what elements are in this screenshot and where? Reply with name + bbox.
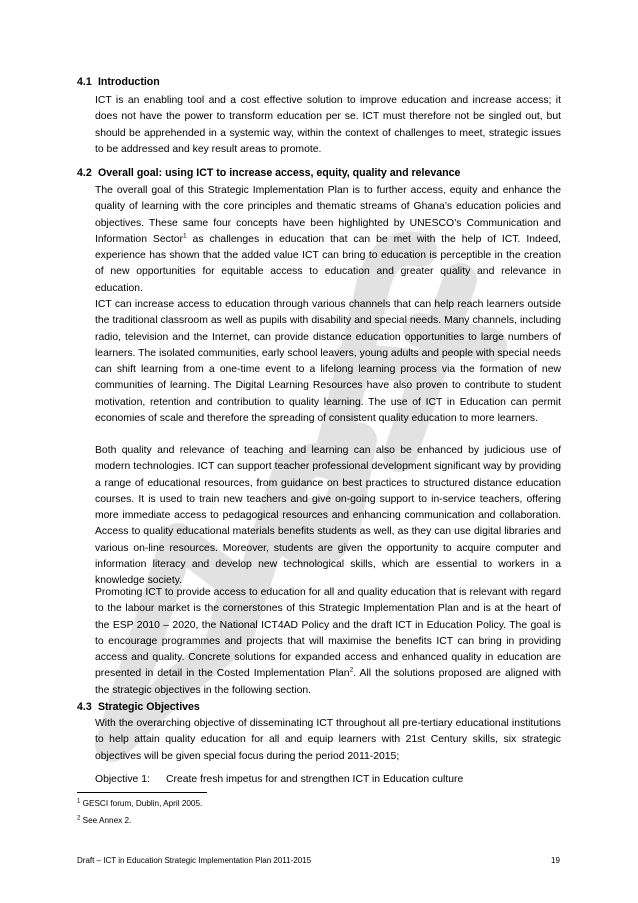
section-number: 4.2 bbox=[77, 167, 92, 179]
footnote-mark: 2 bbox=[77, 815, 81, 822]
footnote-reference: 2 bbox=[349, 667, 354, 675]
footnote-mark: 1 bbox=[77, 798, 81, 805]
footer-title: Draft – ICT in Education Strategic Implementation Plan 2011-2015 bbox=[77, 856, 312, 865]
footnote-text: GESCI forum, Dublin, April 2005. bbox=[82, 799, 203, 808]
footnote bbox=[77, 815, 131, 827]
section-title: Overall goal: using ICT to increase access, equity, quality and relevance bbox=[97, 167, 461, 179]
section-heading bbox=[77, 700, 200, 714]
paragraph-text: The overall goal of this Strategic Implementation Plan is to further access, equity and enhance the quality of learning with the core principles and thematic streams of Ghana’s education policies and objectives. These same four concepts have been highlighted by UNESCO’s Communication and Information Sector bbox=[95, 185, 561, 245]
paragraph-text: as challenges in education that can be met with the help of ICT. Indeed, experience has shown that the added value ICT can bring to education is perceptible in the creation of new opportunities for equitable access to education and greater quality and relevance in education. bbox=[95, 233, 561, 294]
paragraph: Both quality and relevance of teaching and learning can also be enhanced by judicious use of modern technologies. ICT can support teacher professional development significant way by providing a range of educational resources, from guidance on best practices to structured distance education courses. It is used to train new teachers and give on-going support to in-service teachers, offering more immediate access to pedagogical resources and enhancing communication and collaboration. Access to quality educational materials benefits students as well, as they can use digital libraries and various on-line resources. Moreover, students are given the opportunity to acquire computer and information literacy and develop new technological skills, which are essential to workers in a knowledge society. bbox=[95, 445, 561, 587]
section-title: Introduction bbox=[97, 76, 160, 88]
footnote-reference: 1 bbox=[182, 232, 187, 240]
paragraph: ICT is an enabling tool and a cost effective solution to improve education and increase access; it does not have the power to transform education per se. ICT must therefore not be singled out, but should be apprehended in a systemic way, within the context of challenges to meet, strategic issues to be addressed and key result areas to promote. bbox=[95, 95, 561, 155]
section-title: Strategic Objectives bbox=[97, 701, 200, 713]
section-heading bbox=[77, 75, 160, 89]
section-number: 4.1 bbox=[77, 76, 92, 88]
objective-line bbox=[95, 772, 463, 788]
paragraph-text: Promoting ICT to provide access to education for all and quality education that is relevant with regard to the labour market is the cornerstones of this Strategic Implementation Plan and is at the heart of the ESP 2010 – 2020, the National ICT4AD Policy and the draft ICT in Education Policy. The goal is to encourage programmes and projects that will maximise the benefits ICT can bring in providing access and quality. Concrete solutions for expanded access and enhanced quality in education are presented in detail in the Costed Implementation Plan bbox=[95, 587, 561, 680]
paragraph: ICT can increase access to education through various channels that can help reach learners outside the traditional classroom as well as pupils with disability and special needs. Many channels, including radio, television and the Internet, can provide distance education opportunities to large numbers of learners. The isolated communities, early school leavers, young adults and people with special needs can shift learning from a one-time event to a lifelong learning process via the formation of new communities of learning. The Digital Learning Resources have also proven to contribute to student motivation, retention and contribution to quality learning. The use of ICT in Education can permit economies of scale and therefore the spreading of consistent quality education to more learners. bbox=[95, 299, 561, 425]
footnote bbox=[77, 798, 202, 810]
paragraph bbox=[95, 183, 561, 297]
footnote-text: See Annex 2. bbox=[82, 816, 132, 825]
paragraph-text: . All the solutions proposed are aligned with the strategic objectives in the following section. bbox=[95, 668, 561, 696]
page-number: 19 bbox=[551, 856, 560, 865]
objective-text: Create fresh impetus for and strengthen ICT in Education culture bbox=[166, 774, 464, 785]
objective-label: Objective 1: bbox=[95, 774, 150, 785]
footnote-divider bbox=[77, 792, 207, 793]
paragraph bbox=[95, 585, 561, 699]
section-number: 4.3 bbox=[77, 701, 92, 713]
section-heading bbox=[77, 166, 460, 180]
paragraph: With the overarching objective of disseminating ICT throughout all pre-tertiary educational institutions to help attain quality education for all and equip learners with 21st Century skills, six strategic objectives will be given special focus during the period 2011-2015; bbox=[95, 718, 561, 762]
